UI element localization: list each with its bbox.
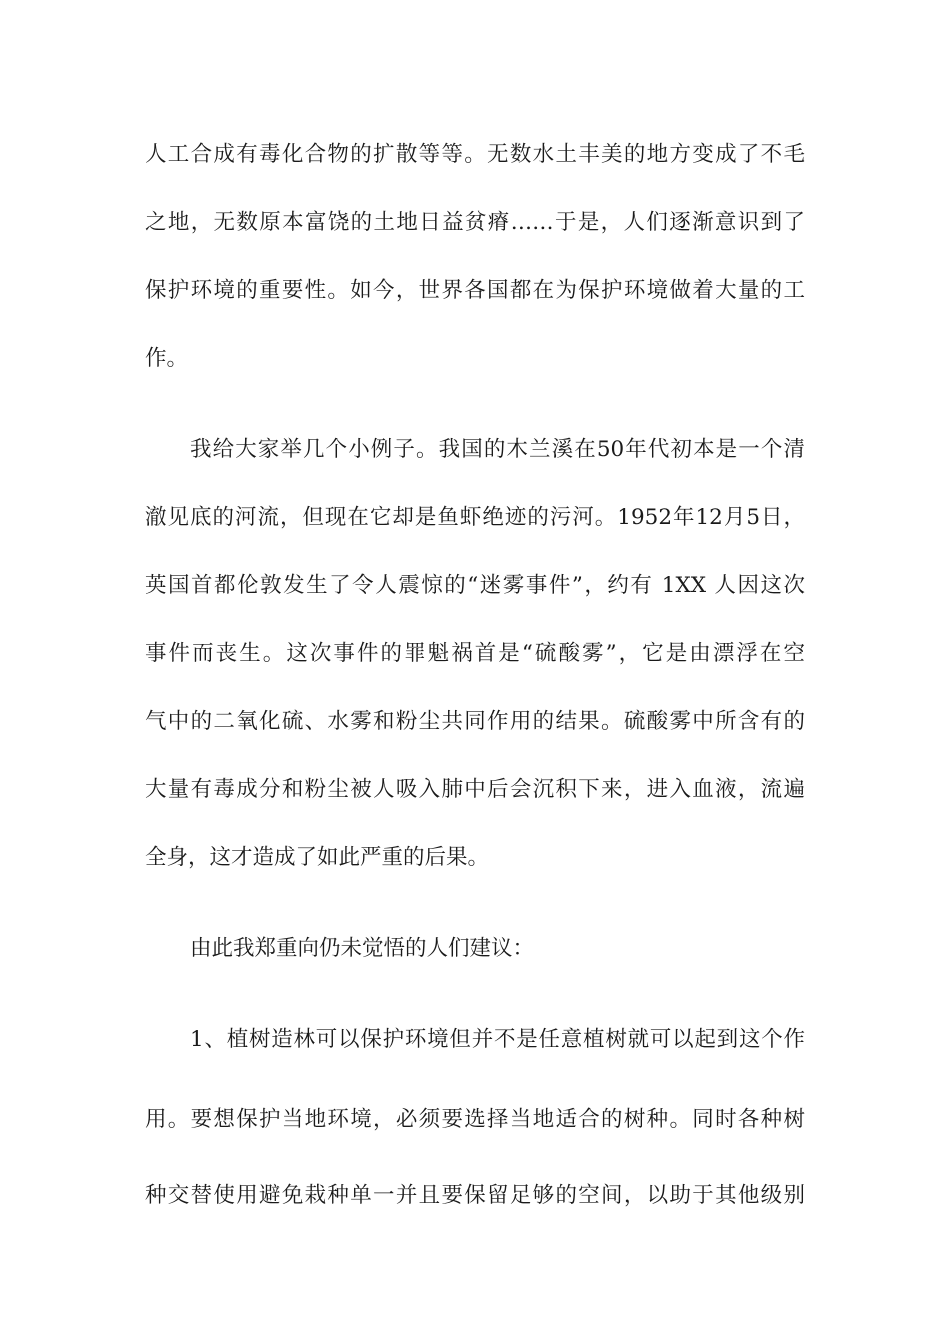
text-line: 事件而丧生。这次事件的罪魁祸首是“硫酸雾”，它是由漂浮在空: [145, 641, 805, 666]
text-line: 用。要想保护当地环境，必须要选择当地适合的树种。同时各种树: [145, 1107, 805, 1132]
text-line: 英国首都伦敦发生了令人震惊的“迷雾事件”，约有 1XX 人因这次: [145, 573, 805, 598]
text-line: 之地，无数原本富饶的土地日益贫瘠……于是，人们逐渐意识到了: [145, 210, 805, 235]
text-line: 大量有毒成分和粉尘被人吸入肺中后会沉积下来，进入血液，流遍: [145, 777, 805, 802]
text-line: 澈见底的河流，但现在它却是鱼虾绝迹的污河。1952年12月5日，: [145, 505, 805, 530]
text-line: 全身，这才造成了如此严重的后果。: [145, 845, 490, 870]
paragraph-first-line: 由此我郑重向仍未觉悟的人们建议：: [190, 936, 535, 961]
list-item-first-line: 1、植树造林可以保护环境但并不是任意植树就可以起到这个作: [190, 1027, 805, 1052]
text-line: 种交替使用避免栽种单一并且要保留足够的空间，以助于其他级别: [145, 1183, 805, 1208]
text-line: 气中的二氧化硫、水雾和粉尘共同作用的结果。硫酸雾中所含有的: [145, 709, 805, 734]
text-line: 作。: [145, 346, 189, 371]
text-line: 人工合成有毒化合物的扩散等等。无数水土丰美的地方变成了不毛: [145, 142, 805, 167]
paragraph-first-line: 我给大家举几个小例子。我国的木兰溪在50年代初本是一个清: [190, 437, 805, 462]
text-line: 保护环境的重要性。如今，世界各国都在为保护环境做着大量的工: [145, 278, 805, 303]
